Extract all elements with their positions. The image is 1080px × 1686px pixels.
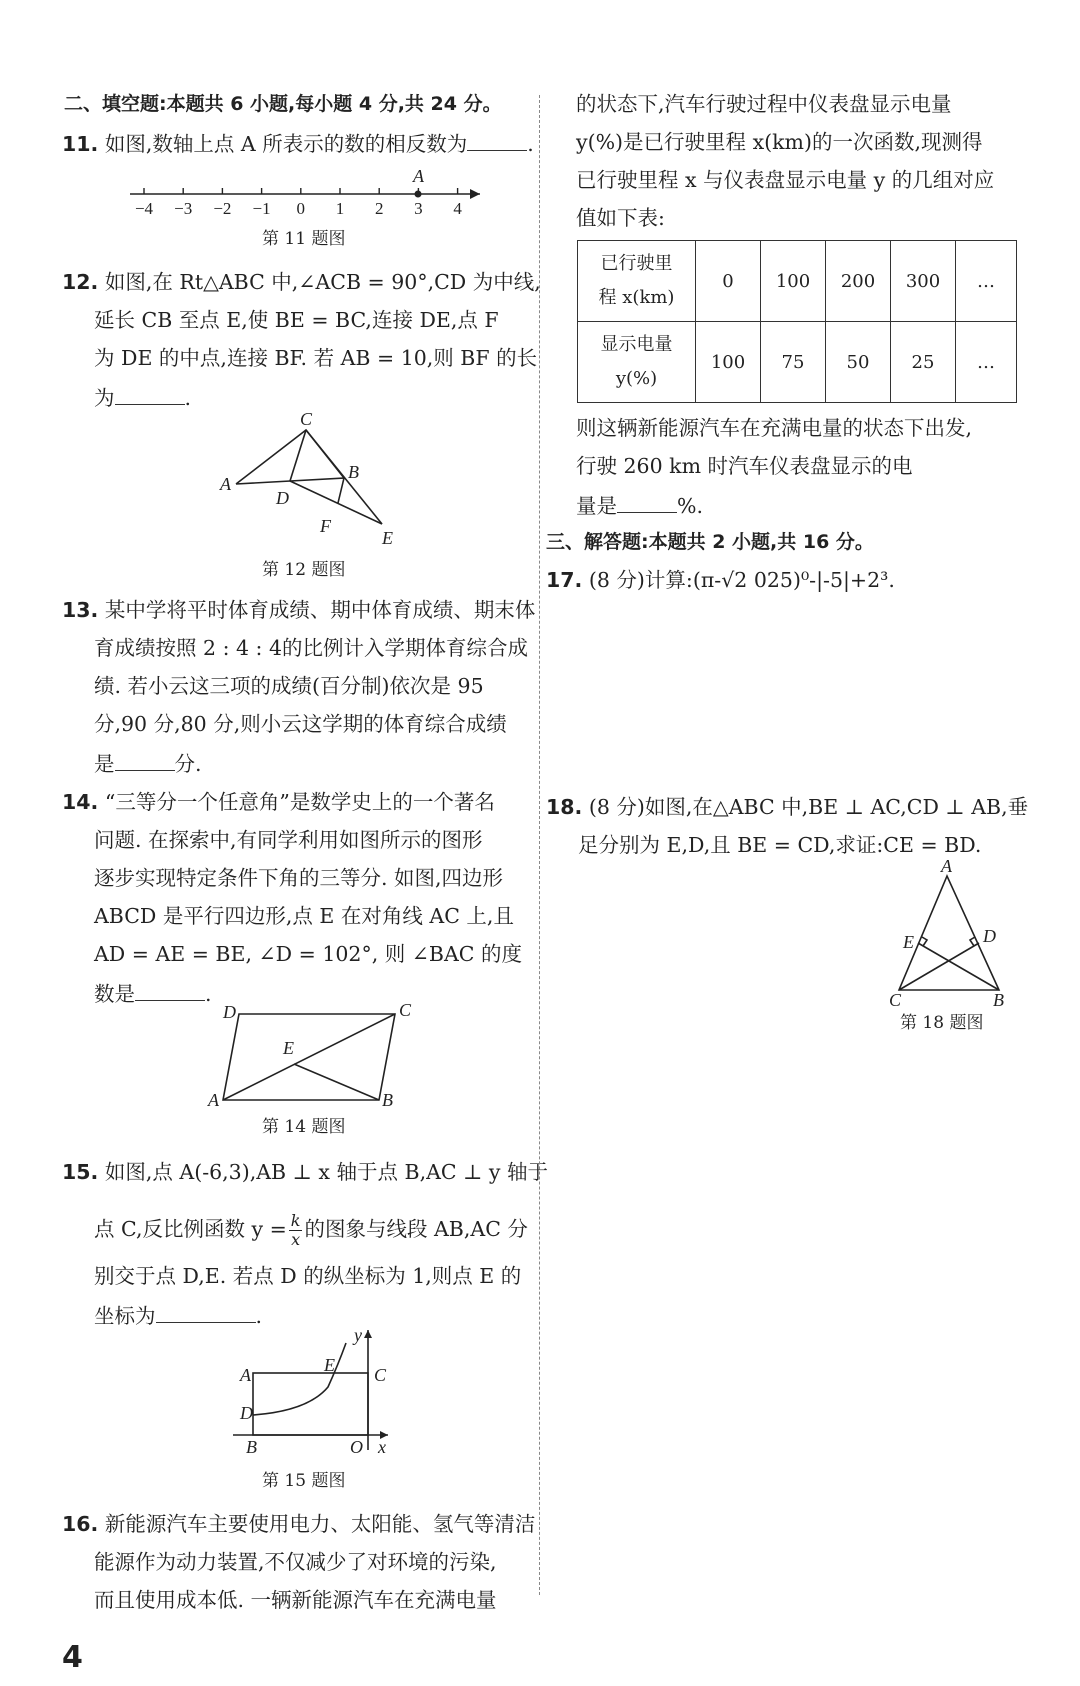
q12-line4: 为 .: [94, 386, 192, 410]
q11-tick-label: 0: [296, 199, 306, 218]
svg-text:x: x: [378, 1437, 386, 1457]
q11-number-line: [130, 160, 490, 220]
q16-table: [577, 240, 1017, 403]
q12-blank[interactable]: [115, 384, 185, 405]
table-cell: 200: [826, 241, 891, 322]
table-cell: 25: [891, 322, 956, 403]
q15-line4: 坐标为 .: [94, 1304, 263, 1328]
svg-text:B: B: [382, 1090, 393, 1110]
q13-line1: 13. 某中学将平时体育成绩、期中体育成绩、期末体: [62, 598, 536, 622]
svg-text:D: D: [983, 926, 996, 946]
table-cell: 300: [891, 241, 956, 322]
table-row-header: 已行驶里 程 x(km): [578, 241, 696, 322]
q15-caption: 第 15 题图: [262, 1471, 346, 1491]
q15-line2: 点 C,反比例函数 y = $\frac{k}{x}$ 的图象与线段 AB,AC 分: [94, 1211, 528, 1249]
q14-line5: AD = AE = BE, ∠D = 102°, 则 ∠BAC 的度: [94, 942, 522, 966]
q14-line4: ABCD 是平行四边形,点 E 在对角线 AC 上,且: [94, 904, 514, 928]
svg-text:F: F: [320, 516, 331, 536]
table-cell: 100: [761, 241, 826, 322]
svg-text:D: D: [240, 1403, 253, 1423]
table-cell: 0: [696, 241, 761, 322]
q18-figure: [885, 860, 1015, 1010]
column-divider: [539, 95, 540, 1595]
svg-text:A: A: [240, 1365, 251, 1385]
table-cell: …: [956, 241, 1017, 322]
svg-text:E: E: [283, 1038, 294, 1058]
q13-line4: 分,90 分,80 分,则小云这学期的体育综合成绩: [94, 712, 507, 736]
q11-point-label: A: [413, 166, 424, 186]
q18-line2: 足分别为 E,D,且 BE = CD,求证:CE = BD.: [578, 833, 982, 857]
q16-r6: 行驶 260 km 时汽车仪表盘显示的电: [576, 454, 913, 478]
q16-line2: 能源作为动力装置,不仅减少了对环境的污染,: [94, 1550, 497, 1574]
svg-text:A: A: [208, 1090, 219, 1110]
q12-figure: [210, 410, 410, 550]
section2-title: 二、填空题:本题共 6 小题,每小题 4 分,共 24 分。: [64, 93, 502, 115]
svg-text:D: D: [223, 1002, 236, 1022]
q18-caption: 第 18 题图: [900, 1013, 984, 1033]
q14-line3: 逐步实现特定条件下角的三等分. 如图,四边形: [94, 866, 504, 890]
q11-tick-label: 2: [374, 199, 384, 218]
svg-text:B: B: [993, 990, 1004, 1010]
q14-figure: [205, 1000, 425, 1110]
table-cell: 50: [826, 322, 891, 403]
svg-text:C: C: [889, 990, 902, 1010]
q11-caption: 第 11 题图: [262, 229, 346, 249]
q16-r1: 的状态下,汽车行驶过程中仪表盘显示电量: [576, 92, 952, 116]
table-cell: 100: [696, 322, 761, 403]
svg-text:B: B: [246, 1437, 257, 1457]
q11-text: 11. 如图,数轴上点 A 所表示的数的相反数为 .: [62, 132, 534, 156]
q13-blank[interactable]: [115, 750, 175, 771]
table-cell: …: [956, 322, 1017, 403]
q14-line1: 14. “三等分一个任意角”是数学史上的一个著名: [62, 790, 495, 814]
q11-tick-label: 1: [335, 199, 345, 218]
svg-text:E: E: [903, 932, 914, 952]
q11-tick-label: −2: [213, 199, 232, 218]
q13-line5: 是 分.: [94, 752, 202, 776]
svg-text:B: B: [348, 462, 359, 482]
q15-figure: [228, 1325, 398, 1460]
q13-line2: 育成绩按照 2 : 4 : 4的比例计入学期体育综合成: [94, 636, 529, 660]
q11-point-a: [415, 191, 422, 198]
q11-tick-label: −4: [134, 199, 154, 218]
svg-text:A: A: [941, 860, 952, 876]
q16-r3: 已行驶里程 x 与仪表盘显示电量 y 的几组对应: [576, 168, 995, 192]
table-row-header: 显示电量 y(%): [578, 322, 696, 403]
q16-r7: 量是 %.: [576, 494, 703, 518]
q16-line1: 16. 新能源汽车主要使用电力、太阳能、氢气等清洁: [62, 1512, 536, 1536]
q13-line3: 绩. 若小云这三项的成绩(百分制)依次是 95: [94, 674, 484, 698]
svg-text:D: D: [276, 488, 289, 508]
q11-tick-label: 3: [414, 199, 423, 218]
q14-line2: 问题. 在探索中,有同学利用如图所示的图形: [94, 828, 483, 852]
q12-line3: 为 DE 的中点,连接 BF. 若 AB = 10,则 BF 的长: [94, 346, 538, 370]
q12-line1: 12. 如图,在 Rt△ABC 中,∠ACB = 90°,CD 为中线,: [62, 270, 541, 294]
q12-caption: 第 12 题图: [262, 560, 346, 580]
svg-text:C: C: [300, 410, 313, 429]
svg-text:A: A: [220, 474, 231, 494]
q15-blank[interactable]: [156, 1302, 256, 1323]
section3-title: 三、解答题:本题共 2 小题,共 16 分。: [546, 531, 874, 553]
q16-blank[interactable]: [617, 492, 677, 513]
page-number: 4: [62, 1640, 83, 1675]
q11-tick-label: −3: [174, 199, 193, 218]
q18-line1: 18. (8 分)如图,在△ABC 中,BE ⊥ AC,CD ⊥ AB,垂: [546, 795, 1029, 819]
q14-line6: 数是 .: [94, 982, 212, 1006]
svg-text:C: C: [399, 1000, 412, 1020]
q16-r5: 则这辆新能源汽车在充满电量的状态下出发,: [576, 416, 973, 440]
q14-caption: 第 14 题图: [262, 1117, 346, 1137]
q17-text: 17. (8 分)计算:(π-√2 025)⁰-|-5|+2³.: [546, 568, 895, 592]
q15-line1: 15. 如图,点 A(-6,3),AB ⊥ x 轴于点 B,AC ⊥ y 轴于: [62, 1160, 548, 1184]
table-cell: 75: [761, 322, 826, 403]
q11-tick-label: 4: [453, 199, 462, 218]
svg-text:O: O: [350, 1437, 363, 1457]
q11-number: 11.: [62, 132, 99, 156]
q14-blank[interactable]: [135, 980, 205, 1001]
q16-r2: y(%)是已行驶里程 x(km)的一次函数,现测得: [576, 130, 983, 154]
q16-line3: 而且使用成本低. 一辆新能源汽车在充满电量: [94, 1588, 497, 1612]
q11-tick-label: −1: [252, 199, 271, 218]
q16-r4: 值如下表:: [576, 206, 665, 230]
q15-line3: 别交于点 D,E. 若点 D 的纵坐标为 1,则点 E 的: [94, 1264, 522, 1288]
svg-text:E: E: [324, 1355, 335, 1375]
svg-text:C: C: [374, 1365, 387, 1385]
svg-text:y: y: [354, 1325, 362, 1345]
table-row: [578, 241, 1017, 322]
table-row: [578, 322, 1017, 403]
q11-blank[interactable]: [467, 130, 527, 151]
svg-text:E: E: [382, 528, 393, 548]
q12-line2: 延长 CB 至点 E,使 BE = BC,连接 DE,点 F: [94, 308, 499, 332]
